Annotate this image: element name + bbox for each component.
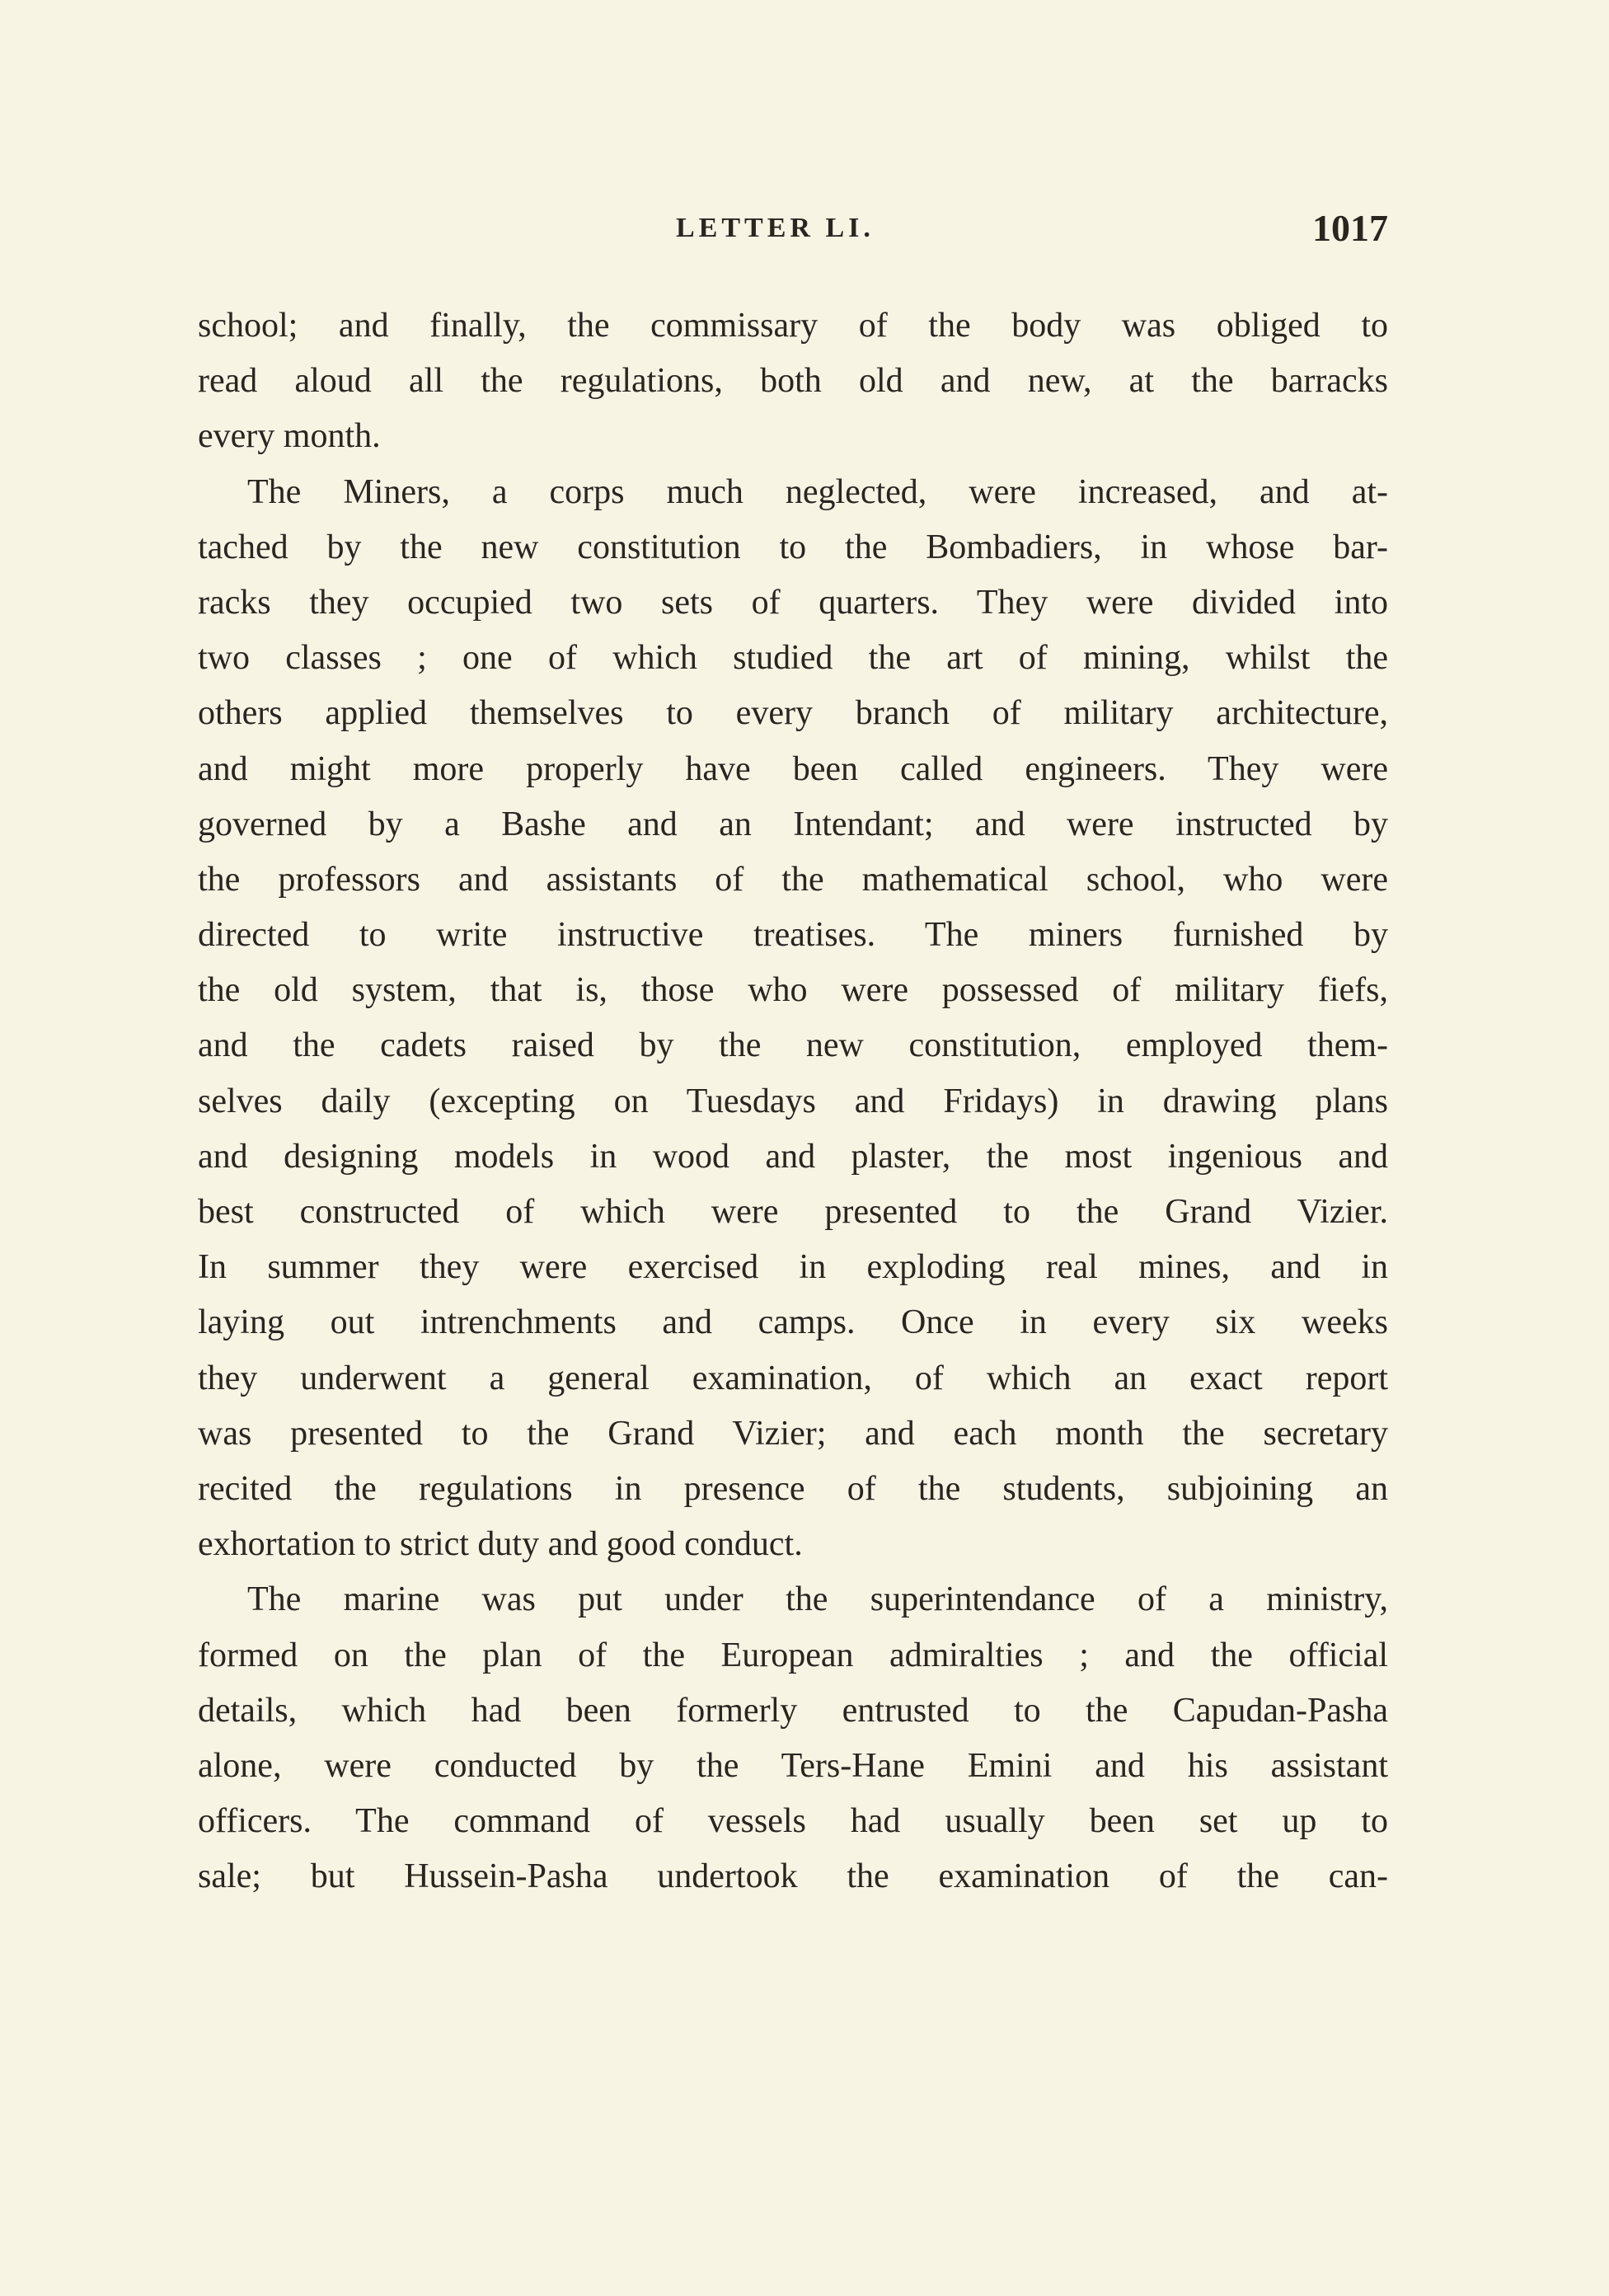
text-line: the professors and assistants of the mathematical school, who were — [198, 860, 1388, 899]
text-line: laying out intrenchments and camps. Once in every six weeks — [198, 1303, 1388, 1342]
text-line: best constructed of which were presented to the Grand Vizier. — [198, 1193, 1388, 1231]
text-line: selves daily (excepting on Tuesdays and Fridays) in drawing plans — [198, 1082, 1388, 1120]
text-line: In summer they were exercised in exploding real mines, and in — [198, 1248, 1388, 1287]
text-line: and designing models in wood and plaster, the most ingenious and — [198, 1137, 1388, 1176]
text-line: The Miners, a corps much neglected, were increased, and at- — [247, 472, 1388, 511]
text-line: tached by the new constitution to the Bombadiers, in whose bar- — [198, 528, 1388, 566]
page-number: 1017 — [1312, 207, 1388, 249]
text-line: racks they occupied two sets of quarters. They were divided into — [198, 583, 1388, 622]
text-line: others applied themselves to every branch of military architecture, — [198, 694, 1388, 733]
text-line: every month. — [198, 417, 381, 456]
text-line: details, which had been formerly entrusted to the Capudan-Pasha — [198, 1691, 1388, 1730]
text-line: two classes ; one of which studied the art of mining, whilst the — [198, 639, 1388, 678]
text-line: and the cadets raised by the new constitution, employed them- — [198, 1026, 1388, 1065]
text-line: directed to write instructive treatises. The miners furnished by — [198, 916, 1388, 955]
text-line: formed on the plan of the European admiralties ; and the official — [198, 1636, 1388, 1674]
text-line: read aloud all the regulations, both old and new, at the barracks — [198, 362, 1388, 401]
text-line: school; and finally, the commissary of the body was obliged to — [198, 307, 1388, 345]
text-line: recited the regulations in presence of the students, subjoining an — [198, 1469, 1388, 1508]
running-title: LETTER LI. — [676, 213, 875, 243]
text-line: officers. The command of vessels had usually been set up to — [198, 1802, 1388, 1841]
text-line: exhortation to strict duty and good conduct. — [198, 1525, 803, 1564]
text-line: sale; but Hussein-Pasha undertook the examination of the can- — [198, 1857, 1388, 1896]
text-line: the old system, that is, those who were possessed of military fiefs, — [198, 971, 1388, 1010]
text-line: was presented to the Grand Vizier; and each month the secretary — [198, 1414, 1388, 1453]
page-body-text — [198, 298, 1388, 1904]
text-line: governed by a Bashe and an Intendant; and were instructed by — [198, 805, 1388, 843]
text-line: The marine was put under the superintendance of a ministry, — [247, 1580, 1388, 1619]
text-line: and might more properly have been called engineers. They were — [198, 749, 1388, 788]
text-line: they underwent a general examination, of which an exact report — [198, 1359, 1388, 1397]
page-header — [198, 207, 1388, 262]
text-line: alone, were conducted by the Ters-Hane Emini and his assistant — [198, 1746, 1388, 1785]
